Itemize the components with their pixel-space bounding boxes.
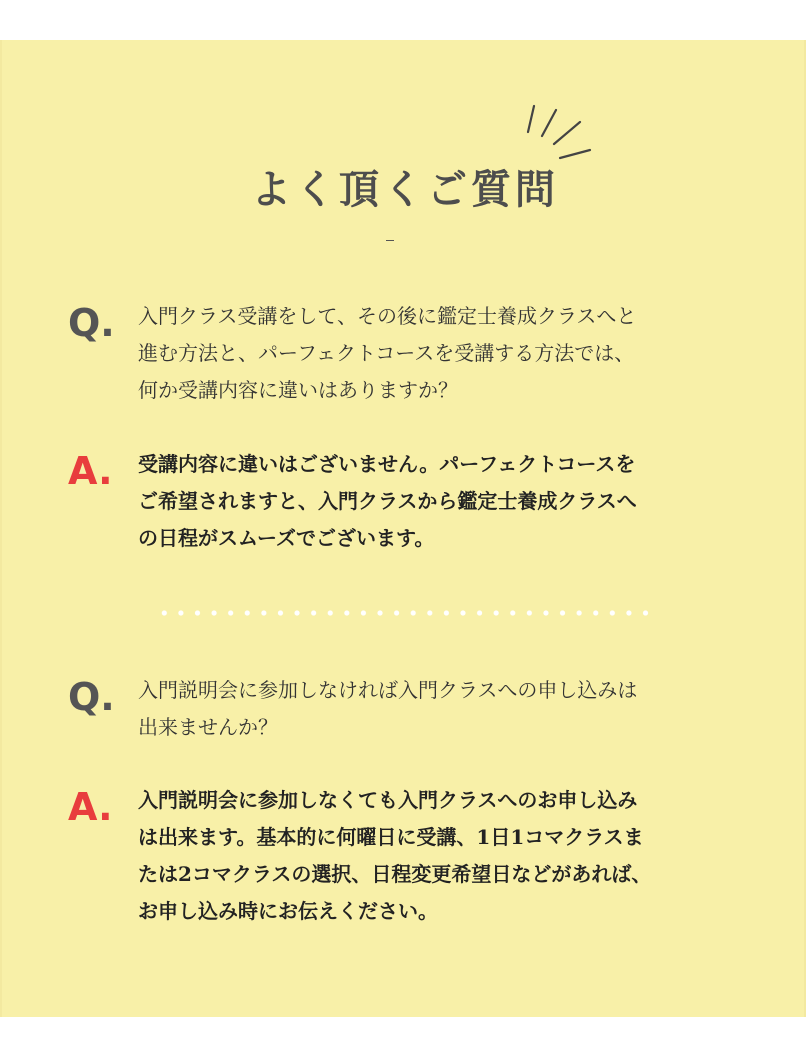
sparkle-accent-icon: [524, 102, 596, 160]
faq-section: [0, 40, 806, 1017]
question-label: Q.: [68, 675, 115, 719]
question-text: 入門説明会に参加しなければ入門クラスへの申し込みは 出来ませんか？: [138, 678, 638, 739]
section-title: よく頂くご質問: [251, 167, 559, 213]
question-text: 入門クラス受講をして、その後に鑑定士養成クラスへと 進む方法と、パーフェクトコースを受講する方法では、 何か受講内容に違いはありますか？: [138, 304, 637, 402]
answer-label: A.: [68, 449, 113, 493]
answer-label: A.: [68, 785, 113, 829]
title-divider: [386, 240, 394, 241]
answer-text: 入門説明会に参加しなくても入門クラスへのお申し込み は出来ます。基本的に何曜日に受講、1日1コマクラスま たは2コマクラスの選択、日程変更希望日などがあれば、 お申し込み時にお伝えください。: [138, 788, 652, 923]
answer-text: 受講内容に違いはございません。パーフェクトコースを ご希望されますと、入門クラスから鑑定士養成クラスへ の日程がスムーズでございます。: [138, 452, 637, 550]
dotted-divider: [156, 608, 656, 618]
question-label: Q.: [68, 301, 115, 345]
